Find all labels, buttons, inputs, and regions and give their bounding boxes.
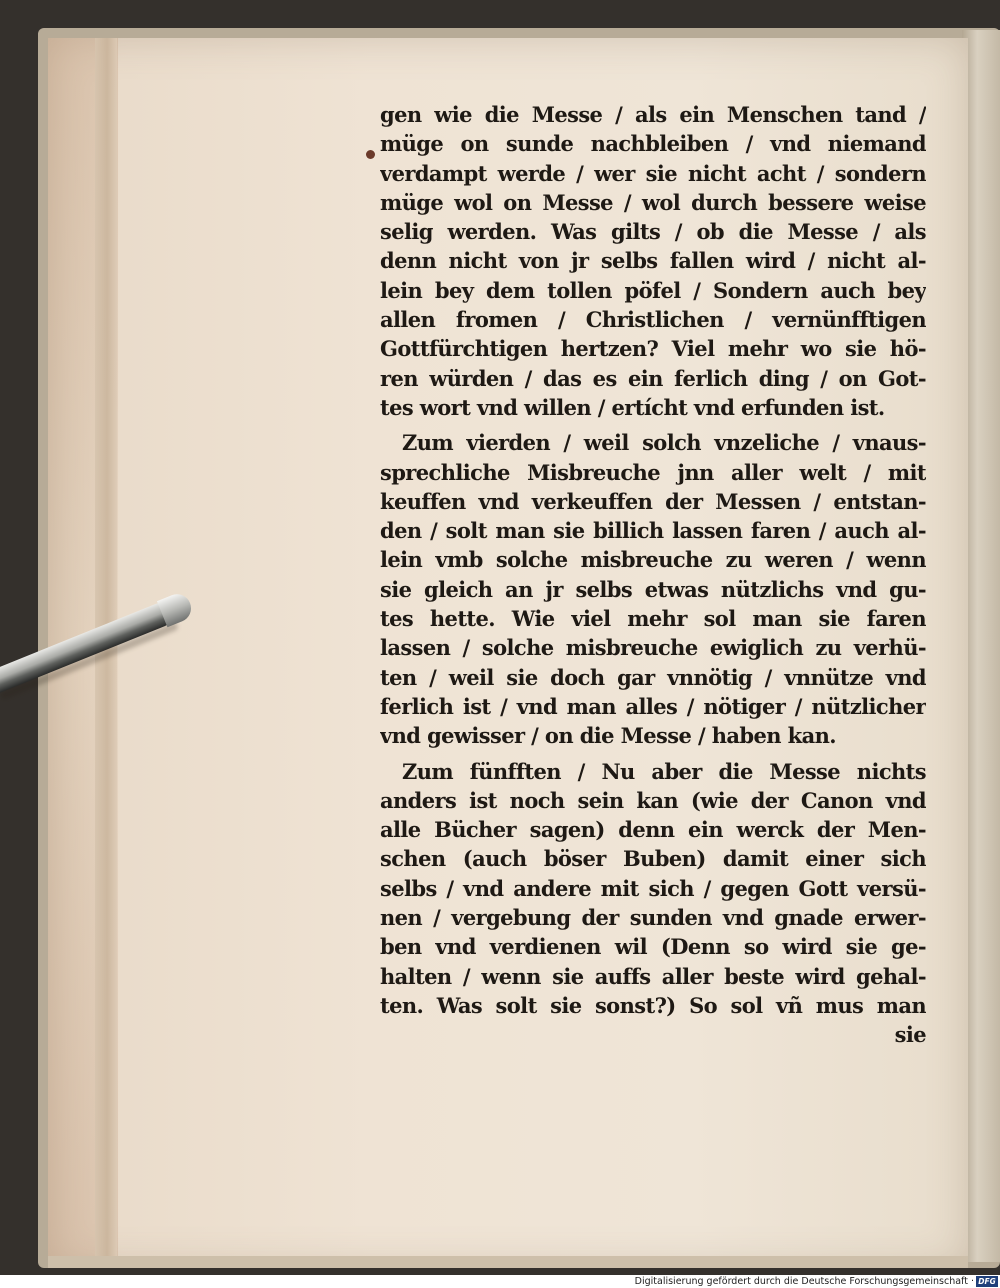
- dfg-logo: DFG: [976, 1276, 998, 1287]
- paragraph-start-line: Zum vierden / weil solch vnzeliche / vnaus-: [402, 430, 926, 456]
- text-line: ben vnd verdienen wil (Denn so wird sie ge-: [380, 934, 926, 960]
- text-line: nen / vergebung der sunden vnd gnade erwer-: [380, 905, 926, 931]
- text-line: tes wort vnd willen / ertícht vnd erfunden ist.: [380, 394, 885, 420]
- text-line: keuffen vnd verkeuffen der Messen / entstan-: [380, 488, 926, 514]
- text-line: selbs / vnd andere mit sich / gegen Gott versü-: [380, 875, 926, 901]
- text-line: lein vmb solche misbreuche zu weren / wenn: [380, 547, 926, 573]
- footer-bar: [0, 1275, 1000, 1288]
- text-line: müge on sunde nachbleiben / vnd niemand: [380, 131, 926, 157]
- text-line: den / solt man sie billich lassen faren / auch al-: [380, 518, 926, 544]
- text-block: [380, 100, 926, 1050]
- paragraph-start-line: Zum fünfften / Nu aber die Messe nichts: [402, 758, 926, 784]
- text-line: sie gleich an jr selbs etwas nützlichs vnd gu-: [380, 576, 926, 602]
- text-line: ten. Was solt sie sonst?) So sol vñ mus man: [380, 992, 926, 1018]
- page-bottom-edge: [48, 1256, 968, 1268]
- text-line: alle Bücher sagen) denn ein werck der Men-: [380, 817, 926, 843]
- text-line: ferlich ist / vnd man alles / nötiger / nützlicher: [380, 693, 926, 719]
- text-line: gen wie die Messe / als ein Menschen tand /: [380, 102, 926, 127]
- text-line: allen fromen / Christlichen / vernünfftigen: [380, 307, 926, 333]
- text-line: anders ist noch sein kan (wie der Canon vnd: [380, 787, 926, 813]
- text-line: lassen / solche misbreuche ewiglich zu verhü-: [380, 635, 926, 661]
- text-line: ren würden / das es ein ferlich ding / on Got-: [380, 365, 926, 391]
- text-line: selig werden. Was gilts / ob die Messe / als: [380, 219, 926, 245]
- text-line: halten / wenn sie auffs aller beste wird gehal-: [380, 963, 926, 989]
- ink-spot: [366, 150, 375, 159]
- text-line: schen (auch böser Buben) damit einer sich: [380, 846, 926, 872]
- text-line: denn nicht von jr selbs fallen wird / nicht al-: [380, 248, 926, 274]
- text-line: sprechliche Misbreuche jnn aller welt / mit: [380, 459, 926, 485]
- text-line: müge wol on Messe / wol durch bessere weise: [380, 189, 926, 215]
- text-line: tes hette. Wie viel mehr sol man sie faren: [380, 606, 926, 632]
- text-line: vnd gewisser / on die Messe / haben kan.: [380, 723, 836, 749]
- catchword: sie: [894, 1022, 926, 1048]
- text-line: verdampt werde / wer sie nicht acht / sondern: [380, 160, 926, 186]
- text-line: lein bey dem tollen pöfel / Sondern auch bey: [380, 277, 926, 303]
- text-line: Gottfürchtigen hertzen? Viel mehr wo sie hö-: [380, 336, 926, 362]
- footer-credit: Digitalisierung gefördert durch die Deutsche Forschungsgemeinschaft ·: [634, 1276, 974, 1287]
- text-line: ten / weil sie doch gar vnnötig / vnnütze vnd: [380, 664, 926, 690]
